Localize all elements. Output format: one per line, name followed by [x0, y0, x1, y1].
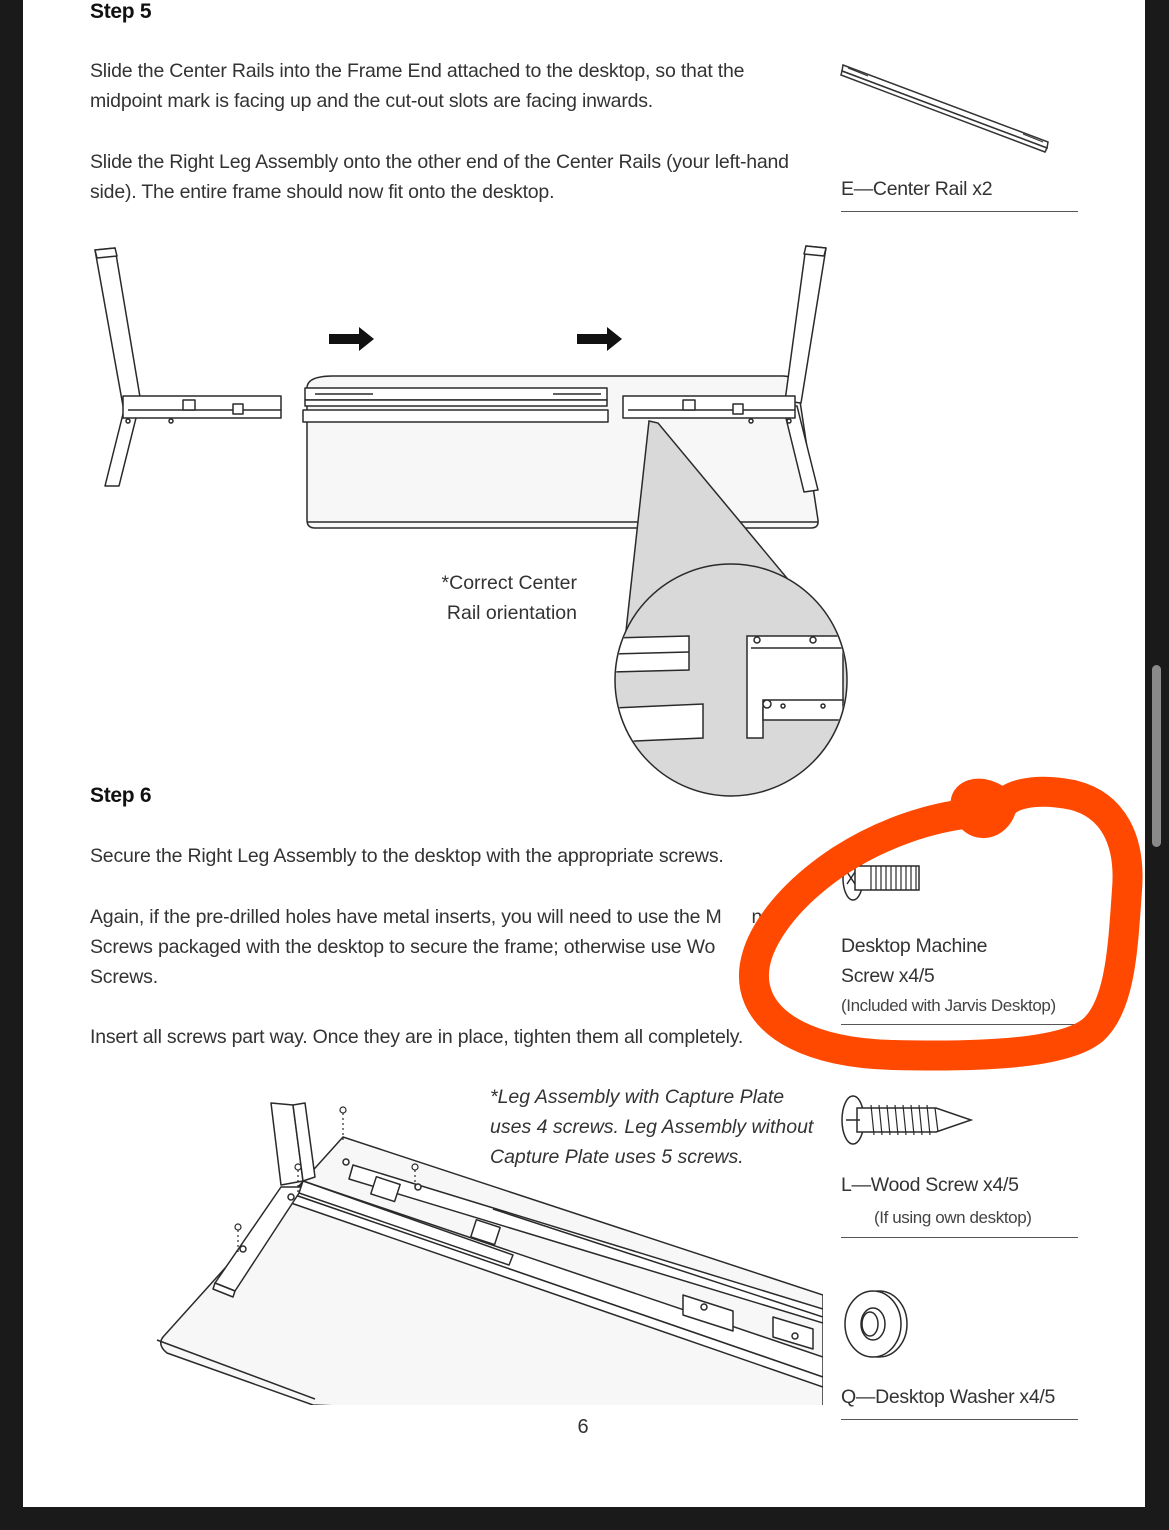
- washer-icon: [841, 1288, 911, 1360]
- step5-assembly-diagram: [83, 238, 843, 803]
- step6-assembly-diagram: [153, 1095, 823, 1407]
- manual-page: [23, 0, 1145, 1507]
- wood-screw-label: L—Wood Screw x4/5: [841, 1174, 1019, 1196]
- wood-screw-icon: [841, 1090, 976, 1150]
- washer-label: Q—Desktop Washer x4/5: [841, 1386, 1056, 1408]
- step6-para2-line2: Screws packaged with the desktop to secure the frame; otherwise use Wo: [90, 936, 716, 958]
- step5-heading: Step 5: [90, 0, 152, 23]
- step5-para1-line1: Slide the Center Rails into the Frame End attached to the desktop, so that the: [90, 60, 745, 82]
- center-rail-illustration: [838, 60, 1053, 155]
- step6-paragraph-1: Secure the Right Leg Assembly to the desktop with the appropriate screws.: [90, 845, 724, 867]
- step5-para1-line2: midpoint mark is facing up and the cut-out slots are facing inwards.: [90, 90, 654, 112]
- capture-plate-note-line3: Capture Plate uses 5 screws.: [490, 1146, 744, 1168]
- center-rail-divider: [841, 211, 1078, 212]
- step5-paragraph-2: [90, 147, 830, 207]
- step6-paragraph-3: Insert all screws part way. Once they are in place, tighten them all completely.: [90, 1026, 744, 1048]
- wood-screw-divider: [841, 1237, 1078, 1238]
- capture-plate-note-line2: uses 4 screws. Leg Assembly without: [490, 1116, 814, 1138]
- wood-screw-note: (If using own desktop): [874, 1208, 1032, 1227]
- rail-orientation-callout: [423, 568, 577, 628]
- callout-line1: *Correct Center: [441, 572, 577, 594]
- callout-line2: Rail orientation: [446, 602, 577, 624]
- step6-paragraph-2: [90, 902, 830, 992]
- step5-paragraph-1: [90, 56, 830, 116]
- center-rail-label: E—Center Rail x2: [841, 178, 993, 200]
- capture-plate-note-line1: *Leg Assembly with Capture Plate: [490, 1086, 785, 1108]
- washer-divider: [841, 1419, 1078, 1420]
- step6-para2-line1-tail: ne: [751, 906, 773, 928]
- scrollbar[interactable]: [1152, 665, 1161, 847]
- step5-para2-line1: Slide the Right Leg Assembly onto the other end of the Center Rails (your left-hand: [90, 151, 789, 173]
- step6-para2-line1-text: Again, if the pre-drilled holes have metal inserts, you will need to use the M: [90, 906, 722, 928]
- step6-para2-line1: [90, 902, 830, 932]
- page-number: 6: [577, 1416, 589, 1438]
- machine-screw-label-line1: Desktop Machine: [841, 935, 988, 957]
- step6-para2-line3: Screws.: [90, 966, 158, 988]
- step6-heading: Step 6: [90, 784, 152, 807]
- step5-para2-line2: side). The entire frame should now fit onto the desktop.: [90, 181, 555, 203]
- machine-screw-label-line2: Screw x4/5: [841, 965, 935, 987]
- annotation-circle: [733, 765, 1143, 1080]
- machine-screw-note: (Included with Jarvis Desktop): [841, 996, 1056, 1015]
